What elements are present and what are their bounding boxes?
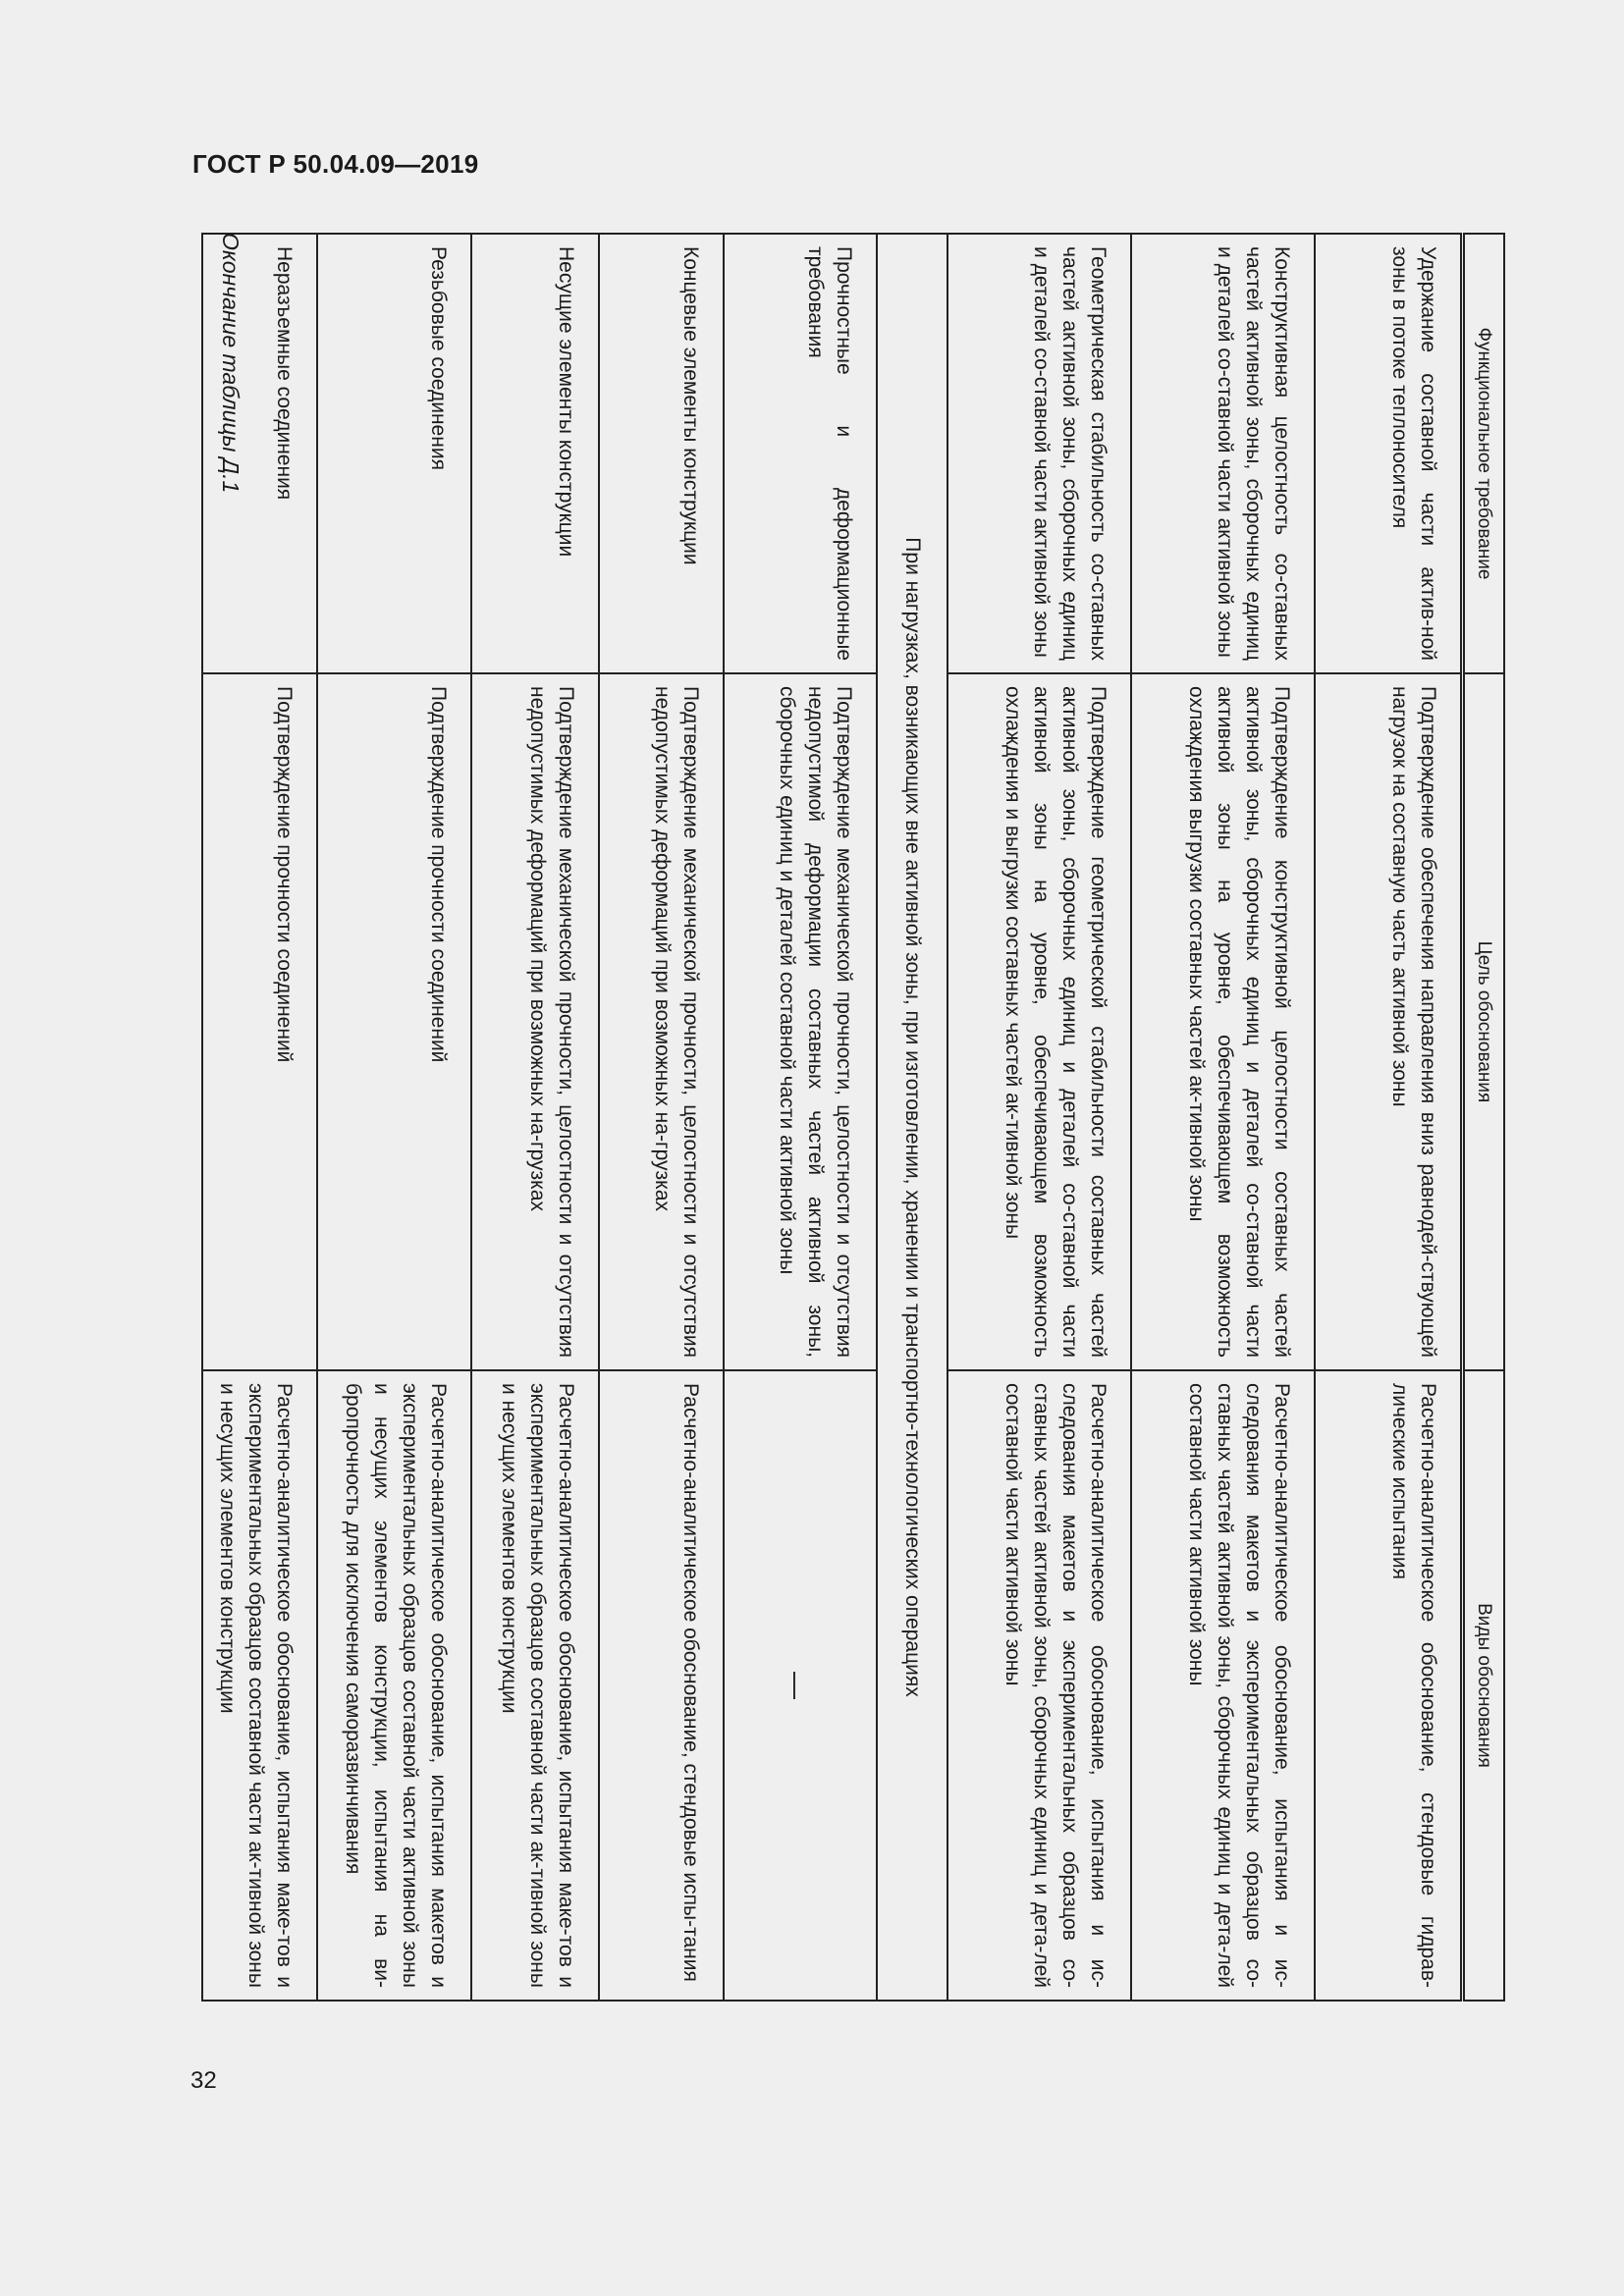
purpose-cell: Подтверждение геометрической стабильности составных частей активной зоны, сборочных единиц и деталей со-ставной части активной зоны на уровне, обеспечивающем возможность охлаждения и выгрузки составных частей ак-тивной зоны — [948, 673, 1132, 1370]
table-row — [948, 234, 1132, 2001]
requirement-cell: Неразъемные соединения — [203, 234, 318, 673]
purpose-cell: Подтверждение механической прочности, целостности и отсутствия недопустимых деформаций при возможных на-грузках — [600, 673, 725, 1370]
requirement-cell: Прочностные и деформационные требования — [725, 234, 878, 673]
requirement-cell: Геометрическая стабильность со-ставных частей активной зоны, сборочных единиц и деталей со-ставной части активной зоны — [948, 234, 1132, 673]
kinds-cell: Расчетно-аналитическое обоснование, испытания и ис-следования макетов и экспериментальных образцов со-ставных частей активной зоны, сборочных единиц и дета-лей составной части активной зоны — [948, 1370, 1132, 2001]
document-code: ГОСТ Р 50.04.09—2019 — [192, 149, 479, 179]
column-header-purpose: Цель обоснования — [1463, 673, 1505, 1370]
requirement-cell: Удержание составной части актив-ной зоны в потоке теплоносителя — [1316, 234, 1463, 673]
kinds-cell: Расчетно-аналитическое обоснование, испытания макетов и экспериментальных образцов составной части активной зоны и несущих элементов конструкции, испытания на ви-бропрочность для исключения саморазвинчивания — [318, 1370, 472, 2001]
table-row — [600, 234, 725, 2001]
requirement-cell: Конструктивная целостность со-ставных частей активной зоны, сборочных единиц и деталей со-ставной части активной зоны — [1132, 234, 1316, 673]
table-row — [472, 234, 600, 2001]
requirement-cell: Концевые элементы конструкции — [600, 234, 725, 673]
page-number: 32 — [190, 2067, 217, 2094]
kinds-cell: — — [725, 1370, 878, 2001]
table-row — [1316, 234, 1463, 2001]
kinds-cell: Расчетно-аналитическое обоснование, стендовые испы-тания — [600, 1370, 725, 2001]
requirement-cell: Несущие элементы конструкции — [472, 234, 600, 673]
purpose-cell: Подтверждение прочности соединений — [203, 673, 318, 1370]
kinds-cell: Расчетно-аналитическое обоснование, стендовые гидрав-лические испытания — [1316, 1370, 1463, 2001]
table-caption: Окончание таблицы Д.1 — [218, 233, 244, 494]
kinds-cell: Расчетно-аналитическое обоснование, испытания маке-тов и экспериментальных образцов составной части ак-тивной зоны и несущих элементов конструкции — [472, 1370, 600, 2001]
table-row — [1132, 234, 1316, 2001]
kinds-cell: Расчетно-аналитическое обоснование, испытания и ис-следования макетов и экспериментальных образцов со-ставных частей активной зоны, сборочных единиц и дета-лей составной части активной зоны — [1132, 1370, 1316, 2001]
table-row — [725, 234, 878, 2001]
rotated-table-block — [216, 233, 1505, 2000]
purpose-cell: Подтверждение прочности соединений — [318, 673, 472, 1370]
purpose-cell: Подтверждение механической прочности, целостности и отсутствия недопустимых деформаций при возможных на-грузках — [472, 673, 600, 1370]
purpose-cell: Подтверждение обеспечения направления вниз равнодей-ствующей нагрузок на составную часть активной зоны — [1316, 673, 1463, 1370]
table-header-row — [1463, 234, 1505, 2001]
kinds-cell: Расчетно-аналитическое обоснование, испытания маке-тов и экспериментальных образцов составной части ак-тивной зоны и несущих элементов конструкции — [203, 1370, 318, 2001]
column-header-kinds: Виды обоснования — [1463, 1370, 1505, 2001]
table-row — [203, 234, 318, 2001]
requirements-table — [202, 233, 1506, 2002]
purpose-cell: Подтверждение механической прочности, целостности и отсутствия недопустимой деформации составных частей активной зоны, сборочных единиц и деталей составной части активной зоны — [725, 673, 878, 1370]
section-title: При нагрузках, возникающих вне активной зоны, при изготовлении, хранении и транспортно-технологических операциях — [878, 234, 948, 2001]
column-header-requirement: Функциональное требование — [1463, 234, 1505, 673]
purpose-cell: Подтверждение конструктивной целостности составных частей активной зоны, сборочных единиц и деталей со-ставной части активной зоны на уровне, обеспечивающем возможность охлаждения выгрузки составных частей ак-тивной зоны — [1132, 673, 1316, 1370]
table-row — [318, 234, 472, 2001]
requirement-cell: Резьбовые соединения — [318, 234, 472, 673]
section-row — [878, 234, 948, 2001]
